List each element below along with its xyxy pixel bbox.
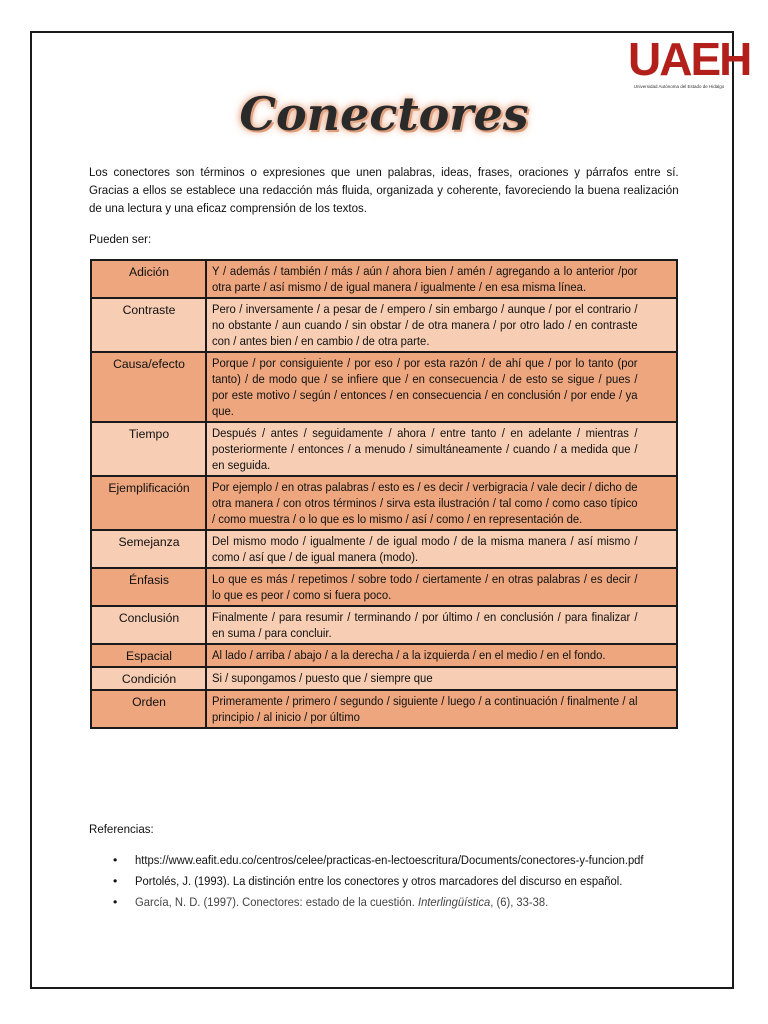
reference-text bbox=[135, 894, 669, 911]
pueden-ser-label: Pueden ser: bbox=[89, 232, 152, 246]
category-cell: Condición bbox=[91, 667, 206, 690]
references-list bbox=[89, 852, 679, 915]
connectors-table bbox=[90, 259, 678, 729]
connectors-cell: Primeramente / primero / segundo / siguiente / luego / a continuación / finalmente / al principio / al inicio / por último bbox=[212, 694, 638, 724]
table-row bbox=[91, 476, 677, 530]
category-cell: Énfasis bbox=[91, 568, 206, 606]
table-row bbox=[91, 530, 677, 568]
connectors-cell: Finalmente / para resumir / terminando / por último / en conclusión / para finalizar / en suma / para concluir. bbox=[212, 610, 638, 640]
table-row bbox=[91, 568, 677, 606]
connectors-cell: Pero / inversamente / a pesar de / empero / sin embargo / aunque / por el contrario / no obstante / aun cuando / sin obstar / de otra manera / por otro lado / en contraste con / antes bien / en cambio / de otra parte. bbox=[212, 302, 638, 348]
table-row bbox=[91, 422, 677, 476]
reference-item bbox=[135, 894, 679, 911]
connectors-cell: Del mismo modo / igualmente / de igual modo / de la misma manera / así mismo / como / así que / de igual manera (modo). bbox=[212, 534, 638, 564]
table-row bbox=[91, 352, 677, 422]
category-cell: Conclusión bbox=[91, 606, 206, 644]
reference-text: • Portolés, J. (1993). La distinción entre los conectores y otros marcadores del discurso en español. bbox=[135, 874, 623, 888]
category-cell: Orden bbox=[91, 690, 206, 728]
connectors-cell: Si / supongamos / puesto que / siempre que bbox=[212, 671, 433, 685]
connectors-cell: Y / además / también / más / aún / ahora bien / amén / agregando a lo anterior /por otra parte / así mismo / de igual manera / igualmente / en esa misma línea. bbox=[212, 264, 638, 294]
category-cell: Causa/efecto bbox=[91, 352, 206, 422]
reference-journal: Interlingüística bbox=[417, 895, 491, 909]
category-cell: Contraste bbox=[91, 298, 206, 352]
page-title: Conectores bbox=[239, 87, 529, 141]
reference-item[interactable] bbox=[135, 852, 679, 869]
connectors-cell: Por ejemplo / en otras palabras / esto es / es decir / verbigracia / vale decir / dicho de otra manera / con otros términos / sirva esta ilustración / tal como / como caso típico / como muestra / o lo que es lo mismo / así / como / en representación de. bbox=[212, 480, 638, 526]
table-row bbox=[91, 690, 677, 728]
intro-paragraph: Los conectores son términos o expresiones que unen palabras, ideas, frases, oraciones y párrafos entre sí. Gracias a ellos se establece una redacción más fluida, organizada y coherente, favoreciendo la buena realización de una lectura y una eficaz comprensión de los textos. bbox=[89, 165, 679, 215]
connectors-cell: Lo que es más / repetimos / sobre todo / ciertamente / en otras palabras / es decir / lo que es peor / como si fuera poco. bbox=[212, 572, 638, 602]
reference-link[interactable]: • https://www.eafit.edu.co/centros/celee/practicas-en-lectoescritura/Documents/conectores-y-funcion.pdf bbox=[135, 853, 644, 867]
table-row bbox=[91, 606, 677, 644]
category-cell: Ejemplificación bbox=[91, 476, 206, 530]
connectors-cell: Porque / por consiguiente / por eso / por esta razón / de ahí que / por lo tanto (por tanto) / de modo que / se infiere que / en consecuencia / de esto se sigue / pues / por este motivo / según / entonces / en consecuencia / en conclusión / por ende / ya que. bbox=[212, 356, 638, 418]
logo-subtitle: Universidad Autónoma del Estado de Hidalgo bbox=[633, 84, 725, 89]
category-cell: Espacial bbox=[91, 644, 206, 667]
connectors-cell: Al lado / arriba / abajo / a la derecha / a la izquierda / en el medio / en el fondo. bbox=[212, 648, 606, 662]
table-row bbox=[91, 644, 677, 667]
table-row bbox=[91, 667, 677, 690]
logo-wordmark: UAEH bbox=[628, 33, 751, 85]
category-cell: Tiempo bbox=[91, 422, 206, 476]
reference-details: , (6), 33-38. bbox=[490, 895, 549, 909]
table-row bbox=[91, 298, 677, 352]
category-cell: Adición bbox=[91, 260, 206, 298]
references-heading: Referencias: bbox=[89, 822, 154, 836]
table-row bbox=[91, 260, 677, 298]
reference-authors: García, N. D. (1997). Conectores: estado de la cuestión. bbox=[135, 895, 418, 909]
category-cell: Semejanza bbox=[91, 530, 206, 568]
reference-item bbox=[135, 873, 679, 890]
connectors-cell: Después / antes / seguidamente / ahora / entre tanto / en adelante / mientras / posteriormente / entonces / a menudo / simultáneamente / cuando / a medida que / en seguida. bbox=[212, 426, 638, 472]
